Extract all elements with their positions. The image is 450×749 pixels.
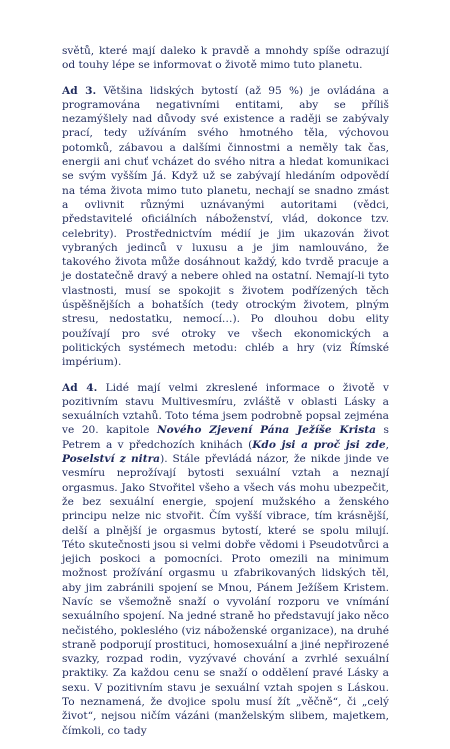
book-title-reference: Kdo jsi a proč jsi zde	[252, 438, 386, 451]
paragraph	[62, 44, 389, 73]
paragraph	[62, 381, 389, 738]
paragraph	[62, 84, 389, 370]
book-title-reference: Nového Zjevení Pána Ježíše Krista	[156, 424, 376, 437]
body-text: Většina lidských bytostí (až 95 %) je ovládána a programována negativními entitami, aby se příliš nezamýšlely nad důvody své existence a raději se zabývaly prací, tedy užíváním svého hmotného těla, výchovou potomků, zábavou a dalšími činnostmi a neměly tak čas, energii ani chuť vcházet do svého nitra a hledat komunikaci se svým vyšším Já. Když už se zabývají hledáním odpovědí na téma života mimo tuto planetu, nechají se snadno zmást a ovlivnit různými uznávanými autoritami (vědci, představitelé oficiálních náboženství, vlád, dokonce tzv. celebrity). Prostřednictvím médií je jim ukazován život vybraných jedinců v luxusu a je jim namlouváno, že takového života může dosáhnout každý, kdo tvrdě pracuje a je dostatečně dravý a nebere ohled na ostatní. Nemají-li tyto vlastnosti, musí se spokojit s životem podřízených těch úspěšnějších a bohatších (tedy otrockým životem, plným stresu, nedostatku, nemocí…). Po dlouhou dobu elity používají pro své otroky ve všech ekonomických a politických systémech metodu: chléb a hry (viz Římské impérium).	[62, 84, 389, 369]
document-page	[62, 44, 389, 749]
section-label: Ad 3.	[62, 84, 97, 97]
section-label: Ad 4.	[62, 381, 98, 394]
body-text: Lidé mají velmi zkreslené informace o životě v pozitivním stavu Multivesmíru, zvláště v oblasti Lásky a sexuálních vztahů. Toto téma jsem podrobně popsal zejména ve 20. kapitole	[62, 381, 389, 437]
body-text: světů, které mají daleko k pravdě a mnohdy spíše odrazují od touhy lépe se informovat o životě mimo tuto planetu.	[62, 45, 389, 72]
body-text: s Petrem a v předchozích knihách (	[62, 424, 389, 451]
body-text: ,	[385, 438, 389, 451]
body-text: ). Stále převládá názor, že nikde jinde ve vesmíru neprožívají bytosti sexuální vztah a neznají orgasmus. Jako Stvořitel všeho a všech vás mohu ubezpečit, že bez sexuální energie, spojení mužského a ženského principu nelze nic stvořit. Čím vyšší vibrace, tím krásnější, delší a plnější je orgasmus bytostí, které se spolu milují. Této skutečnosti jsou si velmi dobře vědomi i Pseudotvůrci a jejich poskoci a pomocníci. Proto omezili na minimum možnost prožívání orgasmu u zfabrikovaných lidských těl, aby jim zabránili spojení se Mnou, Pánem Ježíšem Kristem. Navíc se všemožně snaží o vyvolání rozporu ve vnímání sexuálního spojení. Na jedné straně ho představují jako něco nečistého, pokleslého (viz náboženské organizace), na druhé straně podporují prostituci, homosexuální a jiné nepřirozené svazky, rozpad rodin, vyzývavé chování a zvrhlé sexuální praktiky. Za každou cenu se snaží o oddělení pravé Lásky a sexu. V pozitivním stavu je sexuální vztah spojen s Láskou. To neznamená, že dvojice spolu musí žít „věčně“, či „celý život“, nejsou ničím vázáni (manželským slibem, majetkem, čímkoli, co tady	[62, 453, 389, 737]
book-title-reference: Poselství z nitra	[62, 453, 161, 466]
